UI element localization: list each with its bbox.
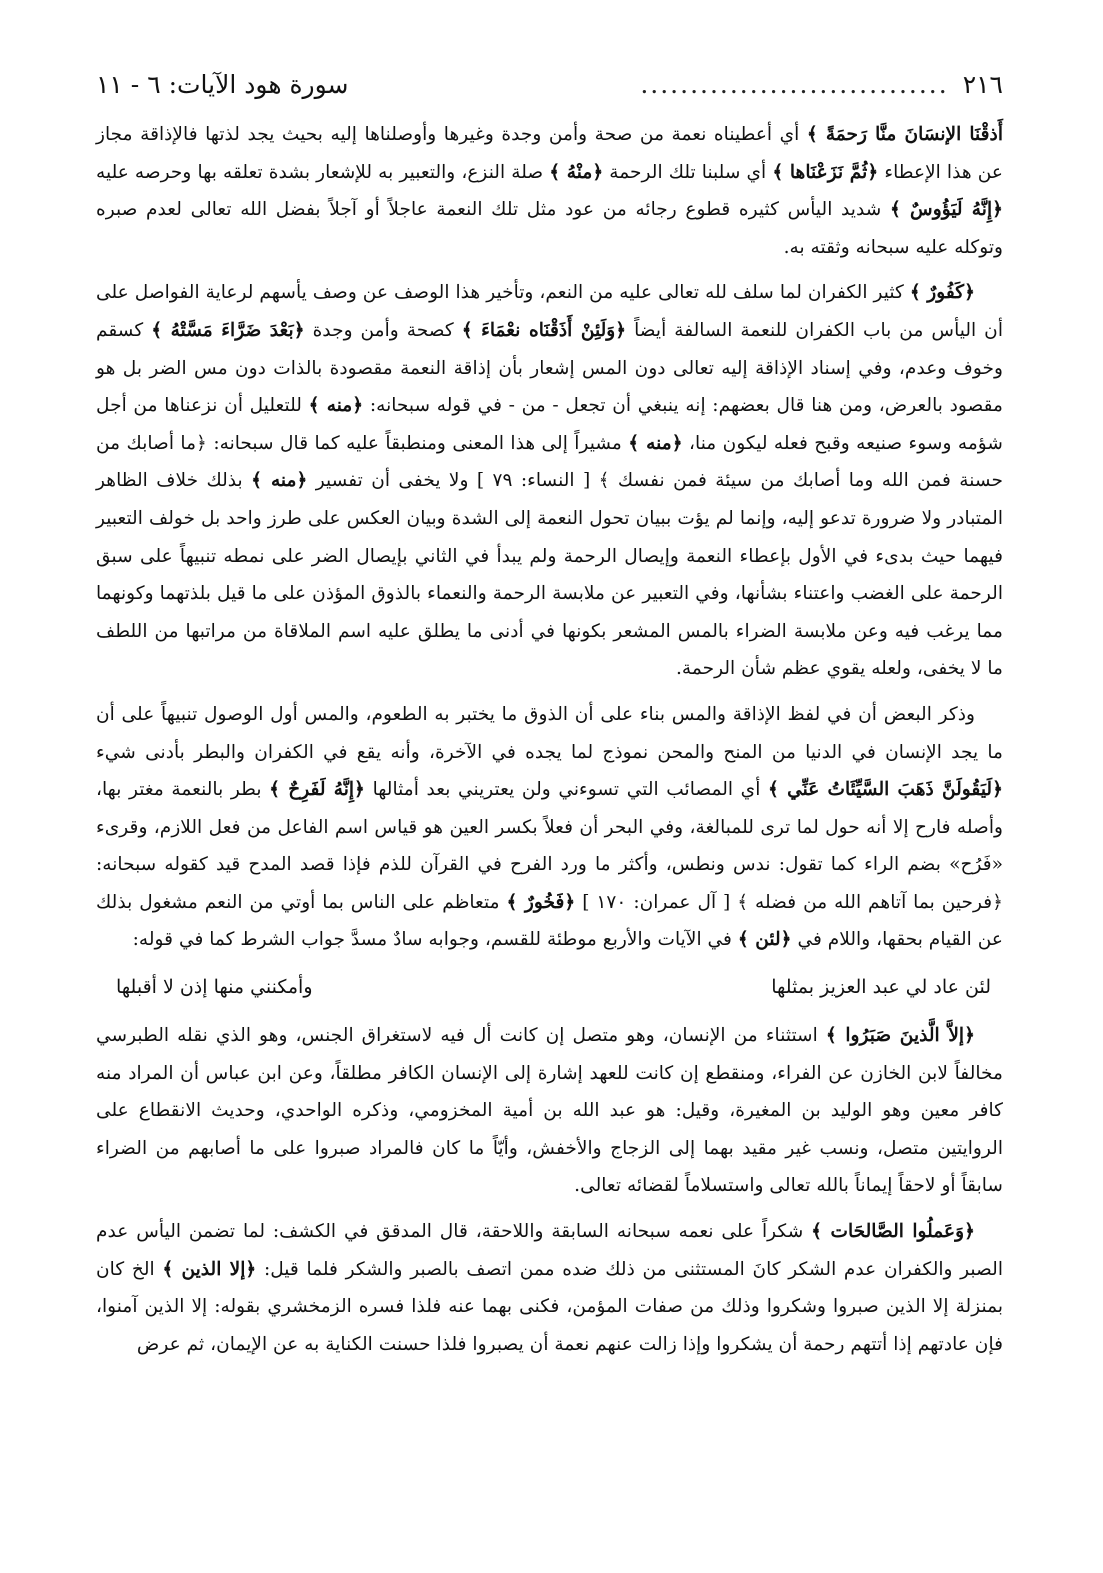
quran-quote: ﴿منه ﴾ (628, 432, 683, 454)
quran-quote: ﴿لَيَقُولَنَّ ذَهَبَ السَّيِّئَاتُ عَنِّي ﴾ (768, 779, 1003, 801)
header-dot-leader: ............................... (640, 70, 949, 99)
commentary-text: أي أعطيناه نعمة من صحة وأمن وجدة وغيرها وأوصلناها إليه بحيث يجد لذتها فالإذاقة مجاز عن هذا الإعطاء (96, 124, 1004, 183)
paragraph-4 (96, 1017, 1003, 1205)
quran-quote: ﴿لئن ﴾ (737, 929, 792, 951)
quran-quote: ﴿إِنَّهُ لَفَرِحٌ ﴾ (269, 779, 365, 801)
quran-quote: ﴿كَفُورٌ ﴾ (909, 282, 975, 304)
header-title-group (640, 70, 1003, 100)
quran-quote: ﴿منْهُ ﴾ (549, 161, 604, 183)
poetry-verse (96, 967, 1003, 1007)
quran-quote: ﴿إِنَّهُ لَيَؤُوسٌ ﴾ (889, 199, 1003, 221)
quran-quote: ﴿ثُمَّ نَزَعْنَاها ﴾ (772, 161, 879, 183)
surah-title: سورة هود الآيات: ٦ - ١١ (96, 70, 349, 99)
quran-quote: ﴿فَخُورٌ ﴾ (506, 891, 576, 913)
commentary-text: كثير الكفران لما سلف لله تعالى عليه من النعم، وتأخير هذا الوصف عن وصف يأسهم لرعاية الفواصل على أن اليأس من باب الكفران للنعمة السالفة أيضاً (96, 282, 1003, 341)
page-header (96, 70, 1003, 100)
paragraph-1 (96, 116, 1003, 266)
quran-quote: ﴿بَعْدَ ضَرَّاءَ مَسَّتْهُ ﴾ (151, 319, 305, 341)
commentary-text: كصحة وأمن وجدة (304, 319, 462, 341)
quran-quote: ﴿إلا الذين ﴾ (162, 1258, 257, 1280)
commentary-text: أي سلبنا تلك الرحمة (603, 161, 773, 183)
paragraph-3 (96, 696, 1003, 959)
commentary-text: متعاظم على الناس بما أوتي من النعم مشغول بذلك عن القيام بحقها، واللام في (96, 891, 1003, 951)
commentary-body (96, 116, 1003, 1363)
commentary-text: صلة النزع، والتعبير به للإشعار بشدة تعلقه بها وحرصه عليه (96, 161, 550, 183)
commentary-text: أي المصائب التي تسوءني ولن يعتريني بعد أمثالها (364, 779, 769, 801)
verse-first-hemistich: لئن عاد لي عبد العزيز بمثلها (771, 976, 991, 999)
paragraph-5 (96, 1213, 1003, 1363)
page-number: ٢١٦ (962, 70, 1003, 99)
paragraph-2 (96, 274, 1003, 688)
quran-quote: أَذقْنَا الإنسَانَ منَّا رَحمَةً ﴾ (806, 124, 1003, 145)
quran-quote: ﴿منه ﴾ (251, 470, 308, 492)
commentary-text: شديد اليأس كثيره قطوع رجائه من عود مثل تلك النعمة عاجلاً أو آجلاً بفضل الله تعالى لعدم صبره وتوكله عليه سبحانه وثقته به. (96, 199, 1003, 258)
commentary-text: بطر بالنعمة مغتر بها، وأصله فارح إلا أنه حول لما ترى للمبالغة، وفي البحر أن فعلاً بكسر العين هو قياس اسم الفاعل من فعل اللازم، وقرىء «فَرُح» بضم الراء كما تقول: ندس ونطس، وأكثر ما ورد الفرح في القرآن للذم فإذا قصد المدح قيد كقوله سبحانه: ﴿فرحين بما آتاهم الله من فضله ﴾ [ آل عمران: ١٧٠ ] (96, 779, 1003, 913)
commentary-text: للتعليل أن نزعناها من أجل شؤمه وسوء صنيعه وقبح فعله ليكون منا، (96, 395, 1003, 454)
commentary-text: وذكر البعض أن في لفظ الإذاقة والمس بناء على أن الذوق ما يختبر به الطعوم، والمس أول الوصول تنبيهاً على أن ما يجد الإنسان في الدنيا من المنح والمحن نموذج لما يجده في الآخرة، وأنه يقع في الكفران والبطر بأدنى شيء (96, 703, 1003, 763)
quran-quote: ﴿وَعَملُوا الصَّالحَات ﴾ (811, 1221, 975, 1243)
commentary-text: كسقم وخوف وعدم، وفي إسناد الإذاقة إليه تعالى دون المس إشعار بأن إذاقة النعمة مقصودة بالذات دون مس الضر بل هو مقصود بالعرض، ومن هنا قال بعضهم: إنه ينبغي أن تجعل - من - في قوله سبحانه: (96, 319, 1003, 417)
commentary-text: شكراً على نعمه سبحانه السابقة واللاحقة، قال المدقق في الكشف: لما تضمن اليأس عدم الصبر والكفران عدم الشكر كانَ المستثنى من ذلك ضده ممن اتصف بالصبر والشكر فلما قيل: (96, 1221, 1003, 1280)
commentary-text: بذلك خلاف الظاهر المتبادر ولا ضرورة تدعو إليه، وإنما لم يؤت ببيان تحول النعمة إلى الشدة وبيان العكس على طرز واحد بل خولف التعبير فيهما حيث بدىء في الأول بإعطاء النعمة وإيصال الرحمة ولم يبدأ في الثاني بإيصال الضر على نمطه تنبيهاً على سبق الرحمة على الغضب واعتناء بشأنها، وفي التعبير عن ملابسة الرحمة والنعماء بالذوق المؤذن على ما قيل بلذتهما وكونهما مما يرغب فيه وعن ملابسة الضراء بالمس المشعر بكونها في أدنى ما يطلق عليه اسم الملاقاة من مراتبها من اللطف ما لا يخفى، ولعله يقوي عظم شأن الرحمة. (96, 470, 1003, 680)
quran-quote: ﴿منه ﴾ (308, 395, 364, 417)
commentary-text: مشيراً إلى هذا المعنى ومنطبقاً عليه كما قال سبحانه: ﴿ما أصابك من حسنة فمن الله وما أصابك من سيئة فمن نفسك ﴾ [ النساء: ٧٩ ] ولا يخفى أن تفسير (96, 432, 1003, 492)
quran-quote: ﴿إلاَّ الَّذينَ صَبَرُوا ﴾ (825, 1025, 975, 1047)
verse-second-hemistich: وأمكنني منها إذن لا أقبلها (116, 976, 313, 999)
commentary-text: الخ كان بمنزلة إلا الذين صبروا وشكروا وذلك من صفات المؤمن، فكنى بهما عنه فلذا فسره الزمخشري بقوله: إلا الذين آمنوا، فإن عادتهم إذا أتتهم رحمة أن يشكروا وإذا زالت عنهم نعمة أن يصبروا فلذا حسنت الكناية به عن الإيمان، ثم عرض (96, 1258, 1003, 1355)
quran-quote: ﴿وَلَئِنْ أَذَقْنَاه نعْمَاءَ ﴾ (461, 319, 627, 341)
commentary-text: استثناء من الإنسان، وهو متصل إن كانت أل فيه لاستغراق الجنس، وهو الذي نقله الطبرسي مخالفاً لابن الخازن عن الفراء، ومنقطع إن كانت للعهد إشارة إلى الإنسان الكافر مطلقاً، وعن ابن عباس أن المراد منه كافر معين وهو الوليد بن المغيرة، وقيل: هو عبد الله بن أمية المخزومي، وذكره الواحدي، وحديث الانقطاع على الروايتين متصل، ونسب غير مقيد بهما إلى الزجاج والأخفش، وأيّاً ما كان فالمراد صبروا على ما أصابهم من الضراء سابقاً أو لاحقاً إيماناً بالله تعالى واستسلاماً لقضائه تعالى. (96, 1025, 1003, 1197)
commentary-text: في الآيات والأربع موطئة للقسم، وجوابه سادٌ مسدَّ جواب الشرط كما في قوله: (132, 929, 738, 951)
